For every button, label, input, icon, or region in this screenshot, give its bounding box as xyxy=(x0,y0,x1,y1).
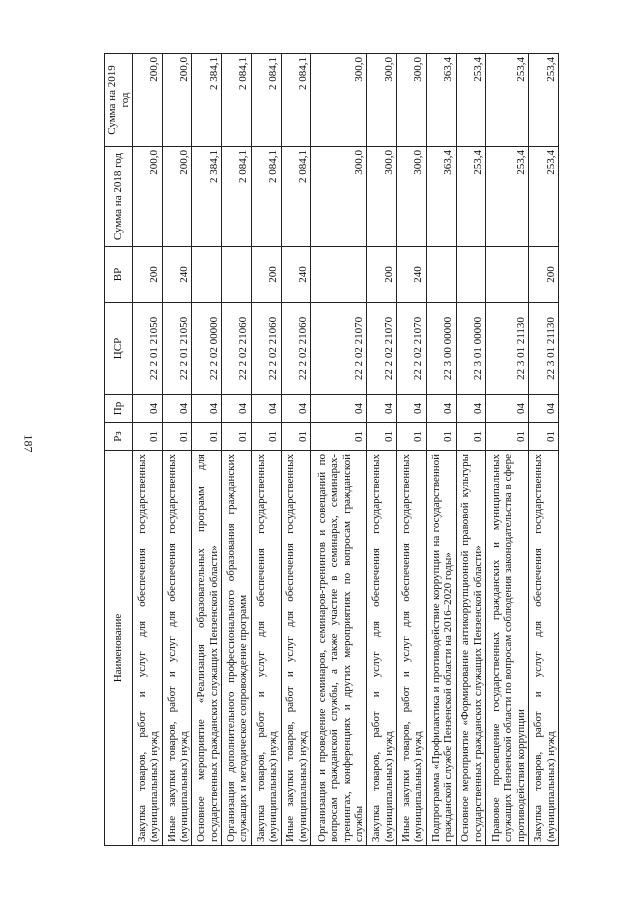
cell-csr: 22 2 01 21050 xyxy=(162,303,192,395)
cell-sum-2019: 300,0 xyxy=(367,54,397,147)
cell-sum-2019: 300,0 xyxy=(311,54,367,147)
header-name: Наименование xyxy=(105,451,133,846)
cell-csr: 22 2 02 00000 xyxy=(192,303,222,395)
cell-sum-2019: 2 084,1 xyxy=(251,54,281,147)
cell-sum-2019: 200,0 xyxy=(162,54,192,147)
cell-name: Иные закупки товаров, работ и услуг для обеспечения государственных (муниципальных) нужд xyxy=(162,451,192,846)
cell-vr xyxy=(192,247,222,303)
cell-pr: 04 xyxy=(311,395,367,423)
cell-csr: 22 3 01 00000 xyxy=(456,303,486,395)
cell-rz: 01 xyxy=(311,423,367,451)
cell-name: Основное мероприятие «Формирование антикоррупционной правовой культуры государственных гражданских служащих Пензенской области» xyxy=(456,451,486,846)
cell-pr: 04 xyxy=(222,395,252,423)
table-row xyxy=(486,54,529,846)
cell-rz: 01 xyxy=(222,423,252,451)
cell-sum-2019: 253,4 xyxy=(456,54,486,147)
cell-csr: 22 2 02 21070 xyxy=(367,303,397,395)
cell-rz: 01 xyxy=(397,423,427,451)
cell-sum-2018: 363,4 xyxy=(426,147,456,247)
cell-pr: 04 xyxy=(486,395,529,423)
cell-vr: 200 xyxy=(529,247,559,303)
cell-pr: 04 xyxy=(456,395,486,423)
table-row xyxy=(162,54,192,846)
cell-rz: 01 xyxy=(281,423,311,451)
page-number: 187 xyxy=(21,434,36,453)
cell-csr: 22 2 02 21060 xyxy=(251,303,281,395)
cell-name: Закупка товаров, работ и услуг для обеспечения государственных (муниципальных) нужд xyxy=(529,451,559,846)
cell-pr: 04 xyxy=(251,395,281,423)
cell-sum-2019: 2 084,1 xyxy=(222,54,252,147)
cell-sum-2018: 200,0 xyxy=(162,147,192,247)
cell-pr: 04 xyxy=(162,395,192,423)
cell-sum-2018: 300,0 xyxy=(311,147,367,247)
cell-sum-2018: 300,0 xyxy=(367,147,397,247)
cell-vr: 200 xyxy=(133,247,163,303)
rotated-page-content xyxy=(104,54,559,846)
cell-pr: 04 xyxy=(529,395,559,423)
table-row xyxy=(529,54,559,846)
cell-csr: 22 2 02 21070 xyxy=(397,303,427,395)
cell-rz: 01 xyxy=(426,423,456,451)
cell-vr xyxy=(486,247,529,303)
cell-vr: 240 xyxy=(281,247,311,303)
cell-sum-2019: 2 384,1 xyxy=(192,54,222,147)
cell-pr: 04 xyxy=(192,395,222,423)
cell-sum-2019: 363,4 xyxy=(426,54,456,147)
cell-pr: 04 xyxy=(367,395,397,423)
cell-rz: 01 xyxy=(486,423,529,451)
header-vr: ВР xyxy=(105,247,133,303)
cell-name: Закупка товаров, работ и услуг для обеспечения государственных (муниципальных) нужд xyxy=(251,451,281,846)
cell-rz: 01 xyxy=(133,423,163,451)
cell-sum-2018: 2 084,1 xyxy=(281,147,311,247)
cell-vr: 240 xyxy=(162,247,192,303)
header-rz: Рз xyxy=(105,423,133,451)
cell-sum-2018: 253,4 xyxy=(486,147,529,247)
cell-name: Организация и проведение семинаров, семинаров-тренингов и совещаний по вопросам гражданской службы, а также участие в семинарах, семинарах-тренингах, конференциях и других мероприятиях по вопросам гражданской службы xyxy=(311,451,367,846)
cell-vr: 200 xyxy=(251,247,281,303)
table-row xyxy=(222,54,252,846)
cell-name: Закупка товаров, работ и услуг для обеспечения государственных (муниципальных) нужд xyxy=(367,451,397,846)
table-row xyxy=(367,54,397,846)
cell-rz: 01 xyxy=(251,423,281,451)
cell-name: Правовое просвещение государственных гражданских и муниципальных служащих Пензенской области по вопросам соблюдения законодательства в сфере противодействия коррупции xyxy=(486,451,529,846)
cell-vr: 240 xyxy=(397,247,427,303)
cell-sum-2019: 200,0 xyxy=(133,54,163,147)
cell-csr: 22 2 02 21070 xyxy=(311,303,367,395)
cell-name: Иные закупки товаров, работ и услуг для обеспечения государственных (муниципальных) нужд xyxy=(397,451,427,846)
table-row xyxy=(397,54,427,846)
header-csr: ЦСР xyxy=(105,303,133,395)
cell-sum-2019: 253,4 xyxy=(486,54,529,147)
table-row xyxy=(456,54,486,846)
cell-name: Подпрограмма «Профилактика и противодействие коррупции на государственной гражданской службе Пензенской области на 2016–2020 годы» xyxy=(426,451,456,846)
cell-sum-2019: 2 084,1 xyxy=(281,54,311,147)
cell-rz: 01 xyxy=(456,423,486,451)
cell-csr: 22 2 02 21060 xyxy=(222,303,252,395)
cell-name: Иные закупки товаров, работ и услуг для обеспечения государственных (муниципальных) нужд xyxy=(281,451,311,846)
cell-sum-2018: 2 384,1 xyxy=(192,147,222,247)
cell-csr: 22 3 01 21130 xyxy=(529,303,559,395)
cell-name: Организация дополнительного профессионального образования гражданских служащих и методическое сопровождение программ xyxy=(222,451,252,846)
table-body xyxy=(133,54,559,846)
cell-sum-2018: 2 084,1 xyxy=(222,147,252,247)
cell-rz: 01 xyxy=(367,423,397,451)
cell-pr: 04 xyxy=(397,395,427,423)
cell-rz: 01 xyxy=(162,423,192,451)
header-sum-2019: Сумма на 2019 год xyxy=(105,54,133,147)
table-row xyxy=(311,54,367,846)
cell-vr xyxy=(222,247,252,303)
cell-name: Основное мероприятие «Реализация образовательных программ для государственных гражданских служащих Пензенской области» xyxy=(192,451,222,846)
table-row xyxy=(426,54,456,846)
cell-rz: 01 xyxy=(529,423,559,451)
cell-vr xyxy=(311,247,367,303)
cell-sum-2018: 200,0 xyxy=(133,147,163,247)
table-row xyxy=(251,54,281,846)
cell-csr: 22 2 01 21050 xyxy=(133,303,163,395)
cell-sum-2018: 300,0 xyxy=(397,147,427,247)
cell-csr: 22 3 01 21130 xyxy=(486,303,529,395)
table-row xyxy=(133,54,163,846)
table-row xyxy=(192,54,222,846)
cell-pr: 04 xyxy=(426,395,456,423)
cell-sum-2018: 253,4 xyxy=(456,147,486,247)
table-header-row xyxy=(105,54,133,846)
cell-sum-2019: 253,4 xyxy=(529,54,559,147)
cell-name: Закупка товаров, работ и услуг для обеспечения государственных (муниципальных) нужд xyxy=(133,451,163,846)
header-sum-2018: Сумма на 2018 год xyxy=(105,147,133,247)
cell-vr: 200 xyxy=(367,247,397,303)
budget-table xyxy=(104,53,559,846)
cell-vr xyxy=(426,247,456,303)
header-pr: Пр xyxy=(105,395,133,423)
cell-pr: 04 xyxy=(281,395,311,423)
cell-rz: 01 xyxy=(192,423,222,451)
cell-sum-2018: 253,4 xyxy=(529,147,559,247)
table-row xyxy=(281,54,311,846)
cell-pr: 04 xyxy=(133,395,163,423)
cell-sum-2019: 300,0 xyxy=(397,54,427,147)
cell-csr: 22 3 00 00000 xyxy=(426,303,456,395)
cell-vr xyxy=(456,247,486,303)
cell-sum-2018: 2 084,1 xyxy=(251,147,281,247)
cell-csr: 22 2 02 21060 xyxy=(281,303,311,395)
